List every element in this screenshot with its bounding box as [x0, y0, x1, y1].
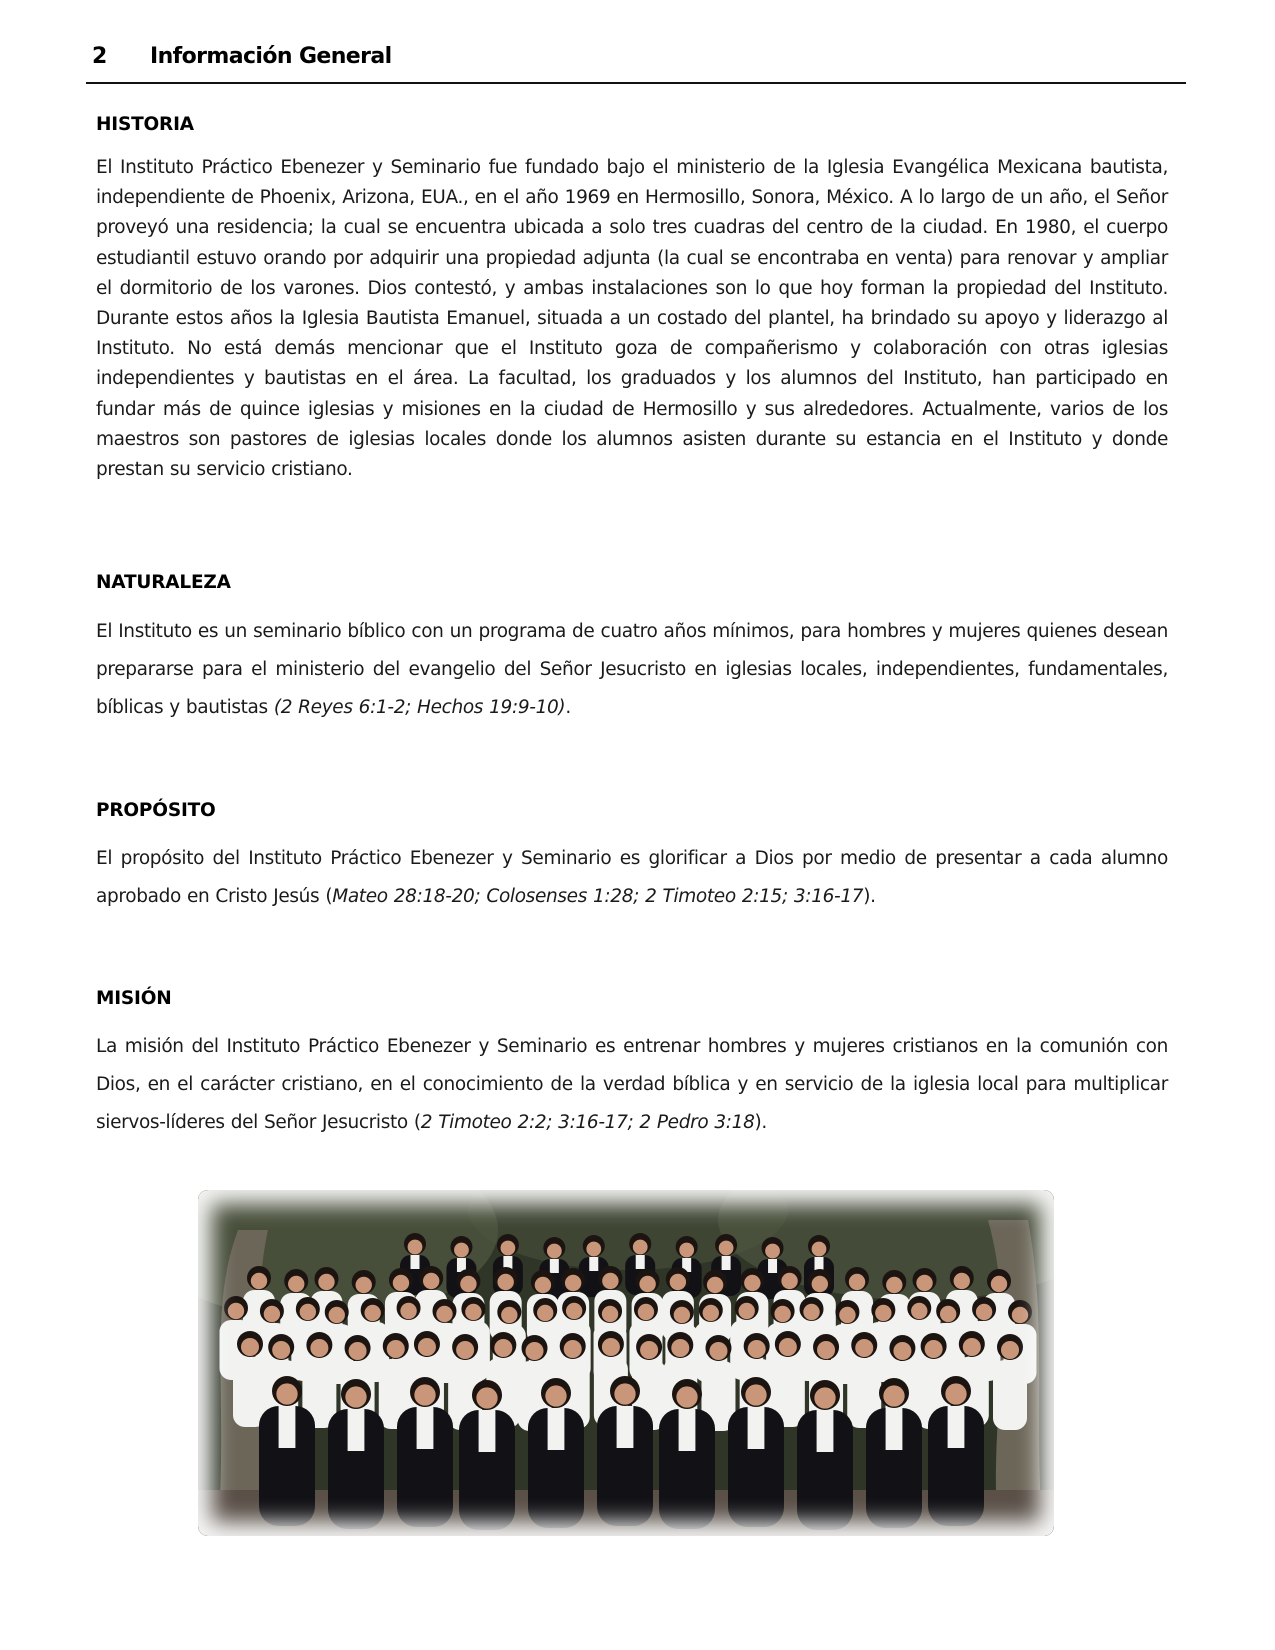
person-face — [765, 1244, 780, 1259]
person-face — [318, 1274, 334, 1290]
person-shirt — [548, 1408, 565, 1450]
person-face — [564, 1340, 582, 1358]
person-face — [639, 1276, 655, 1292]
section-heading-naturaleza: NATURALEZA — [96, 572, 231, 593]
person-face — [535, 1277, 551, 1293]
person-shirt — [948, 1406, 965, 1448]
person-face — [1012, 1307, 1028, 1323]
person-face — [393, 1275, 409, 1291]
person-face — [602, 1273, 618, 1289]
person-face — [537, 1305, 553, 1321]
person-shirt — [817, 1410, 834, 1452]
person-face — [976, 1304, 992, 1320]
person-shirt — [768, 1259, 777, 1273]
person-face — [638, 1304, 654, 1320]
person-face — [586, 1242, 601, 1257]
person-face — [423, 1273, 439, 1289]
person-face — [719, 1241, 734, 1256]
person-face — [456, 1341, 474, 1359]
person-face — [454, 1243, 469, 1258]
person-face — [893, 1342, 911, 1360]
person-face — [251, 1273, 267, 1289]
person-face — [418, 1338, 436, 1356]
person-face — [400, 1303, 416, 1319]
person-face — [602, 1306, 618, 1322]
person-face — [883, 1385, 904, 1406]
person-face — [276, 1383, 297, 1404]
person-face — [940, 1306, 956, 1322]
person-face — [640, 1341, 658, 1359]
proposito-reference: Mateo 28:18-20; Colosenses 1:28; 2 Timoteo 2:15; 3:16-17 — [332, 886, 864, 907]
person-face — [465, 1304, 481, 1320]
person-face — [803, 1304, 819, 1320]
person-face — [272, 1341, 290, 1359]
person-face — [911, 1303, 927, 1319]
person-face — [633, 1240, 648, 1255]
person-face — [476, 1387, 497, 1408]
section-text-mision — [96, 1028, 1168, 1142]
person-face — [945, 1383, 966, 1404]
person-shirt — [815, 1257, 824, 1271]
person-shirt — [722, 1256, 731, 1270]
person-shirt — [417, 1407, 434, 1449]
person-shirt — [589, 1257, 598, 1271]
person-face — [501, 1307, 517, 1323]
section-heading-historia: HISTORIA — [96, 114, 194, 135]
person-face — [814, 1387, 835, 1408]
person-face — [545, 1385, 566, 1406]
person-face — [925, 1340, 943, 1358]
person-face — [547, 1244, 562, 1259]
person-face — [812, 1276, 828, 1292]
person-face — [300, 1304, 316, 1320]
person-face — [886, 1277, 902, 1293]
person-face — [310, 1339, 328, 1357]
person-face — [670, 1274, 686, 1290]
person-face — [228, 1303, 244, 1319]
person-face — [501, 1241, 516, 1256]
person-face — [954, 1273, 970, 1289]
person-shirt — [348, 1409, 365, 1451]
proposito-text: El propósito del Instituto Práctico Ebenezer y Seminario es glorificar a Dios por medio de presentar a cada alumno aprobado en Cristo Jesús ( — [96, 848, 1168, 907]
naturaleza-reference: (2 Reyes 6:1-2; Hechos 19:9-10) — [273, 697, 566, 718]
person-face — [748, 1340, 766, 1358]
page-header — [86, 42, 1186, 84]
person-face — [774, 1306, 790, 1322]
naturaleza-text: El Instituto es un seminario bíblico con un programa de cuatro años mínimos, para hombres y mujeres quienes desean prepararse para el ministerio del evangelio del Señor Jesucristo en iglesias locales, independientes, fundamentales, bíblicas y bautistas — [96, 621, 1168, 718]
mision-reference: 2 Timoteo 2:2; 3:16-17; 2 Pedro 3:18 — [420, 1112, 755, 1133]
person-shirt — [679, 1409, 696, 1451]
person-face — [839, 1307, 855, 1323]
person-shirt — [411, 1255, 420, 1269]
person-face — [436, 1306, 452, 1322]
section-naturaleza — [96, 572, 1168, 727]
person-face — [329, 1307, 345, 1323]
section-text-naturaleza — [96, 613, 1168, 727]
mision-end: ). — [754, 1112, 767, 1133]
section-text-historia: El Instituto Práctico Ebenezer y Seminario fue fundado bajo el ministerio de la Iglesia Evangélica Mexicana bautista, independiente de Phoenix, Arizona, EUA., en el año 1969 en Hermosillo, Sonora, México. A lo largo de un año, el Señor proveyó una residencia; la cual se encuentra ubicada a solo tres cuadras del centro de la ciudad. En 1980, el cuerpo estudiantil estuvo orando por adquirir una propiedad adjunta (la cual se encontraba en venta) para renovar y ampliar el dormitorio de los varones. Dios contestó, y ambas instalaciones son lo que hoy forman la propiedad del Instituto. Durante estos años la Iglesia Bautista Emanuel, situada a un costado del plantel, ha brindado su apoyo y liderazgo al Instituto. No está demás mencionar que el Instituto goza de compañerismo y colaboración con otras iglesias independientes y bautistas en el área. La facultad, los graduados y los alumnos del Instituto, han participado en fundar más de quince iglesias y misiones en la ciudad de Hermosillo y sus alrededores. Actualmente, varios de los maestros son pastores de iglesias locales donde los alumnos asisten durante su estancia en el Instituto y donde prestan su servicio cristiano. — [96, 157, 1168, 481]
person-face — [709, 1342, 727, 1360]
person-face — [566, 1303, 582, 1319]
person-face — [264, 1306, 280, 1322]
person-face — [364, 1305, 380, 1321]
section-proposito — [96, 800, 1168, 916]
section-historia — [96, 114, 1168, 485]
person-face — [408, 1240, 423, 1255]
person-face — [679, 1243, 694, 1258]
person-face — [849, 1274, 865, 1290]
proposito-end: ). — [863, 886, 876, 907]
person-face — [671, 1339, 689, 1357]
person-face — [855, 1339, 873, 1357]
person-face — [812, 1242, 827, 1257]
mision-text: La misión del Instituto Práctico Ebenezer y Seminario es entrenar hombres y mujeres cristianos en la comunión con Dios, en el carácter cristiano, en el conocimiento de la verdad bíblica y en servicio de la iglesia local para multiplicar siervos-líderes del Señor Jesucristo ( — [96, 1036, 1168, 1133]
person-face — [526, 1342, 544, 1360]
section-text-proposito — [96, 840, 1168, 916]
group-photo-illustration — [198, 1190, 1054, 1536]
person-face — [460, 1276, 476, 1292]
person-face — [356, 1277, 372, 1293]
person-shirt — [479, 1410, 496, 1452]
person-face — [387, 1340, 405, 1358]
person-body — [993, 1360, 1027, 1430]
person-shirt — [748, 1407, 765, 1449]
person-face — [738, 1303, 754, 1319]
person-face — [817, 1341, 835, 1359]
person-face — [414, 1384, 435, 1405]
person-face — [676, 1386, 697, 1407]
person-face — [781, 1273, 797, 1289]
person-face — [745, 1384, 766, 1405]
person-face — [494, 1339, 512, 1357]
page-title: Información General — [150, 44, 392, 69]
person-face — [614, 1383, 635, 1404]
person-shirt — [636, 1255, 645, 1269]
person-face — [345, 1386, 366, 1407]
person-face — [991, 1276, 1007, 1292]
person-face — [875, 1305, 891, 1321]
section-heading-mision: MISIÓN — [96, 988, 172, 1009]
person-shirt — [886, 1408, 903, 1450]
section-mision — [96, 988, 1168, 1142]
person-face — [565, 1275, 581, 1291]
person-face — [779, 1338, 797, 1356]
page-number: 2 — [92, 44, 108, 69]
person-shirt — [550, 1259, 559, 1273]
person-shirt — [617, 1406, 634, 1448]
person-face — [349, 1342, 367, 1360]
section-heading-proposito: PROPÓSITO — [96, 800, 216, 821]
person-shirt — [279, 1406, 296, 1448]
person-face — [707, 1277, 723, 1293]
person-face — [288, 1276, 304, 1292]
naturaleza-end: . — [565, 697, 571, 718]
group-photo — [198, 1190, 1054, 1536]
person-face — [703, 1305, 719, 1321]
person-face — [674, 1307, 690, 1323]
person-face — [916, 1275, 932, 1291]
person-face — [1001, 1341, 1019, 1359]
person-face — [963, 1338, 981, 1356]
person-face — [744, 1275, 760, 1291]
person-face — [497, 1274, 513, 1290]
person-face — [241, 1338, 259, 1356]
person-face — [602, 1338, 620, 1356]
